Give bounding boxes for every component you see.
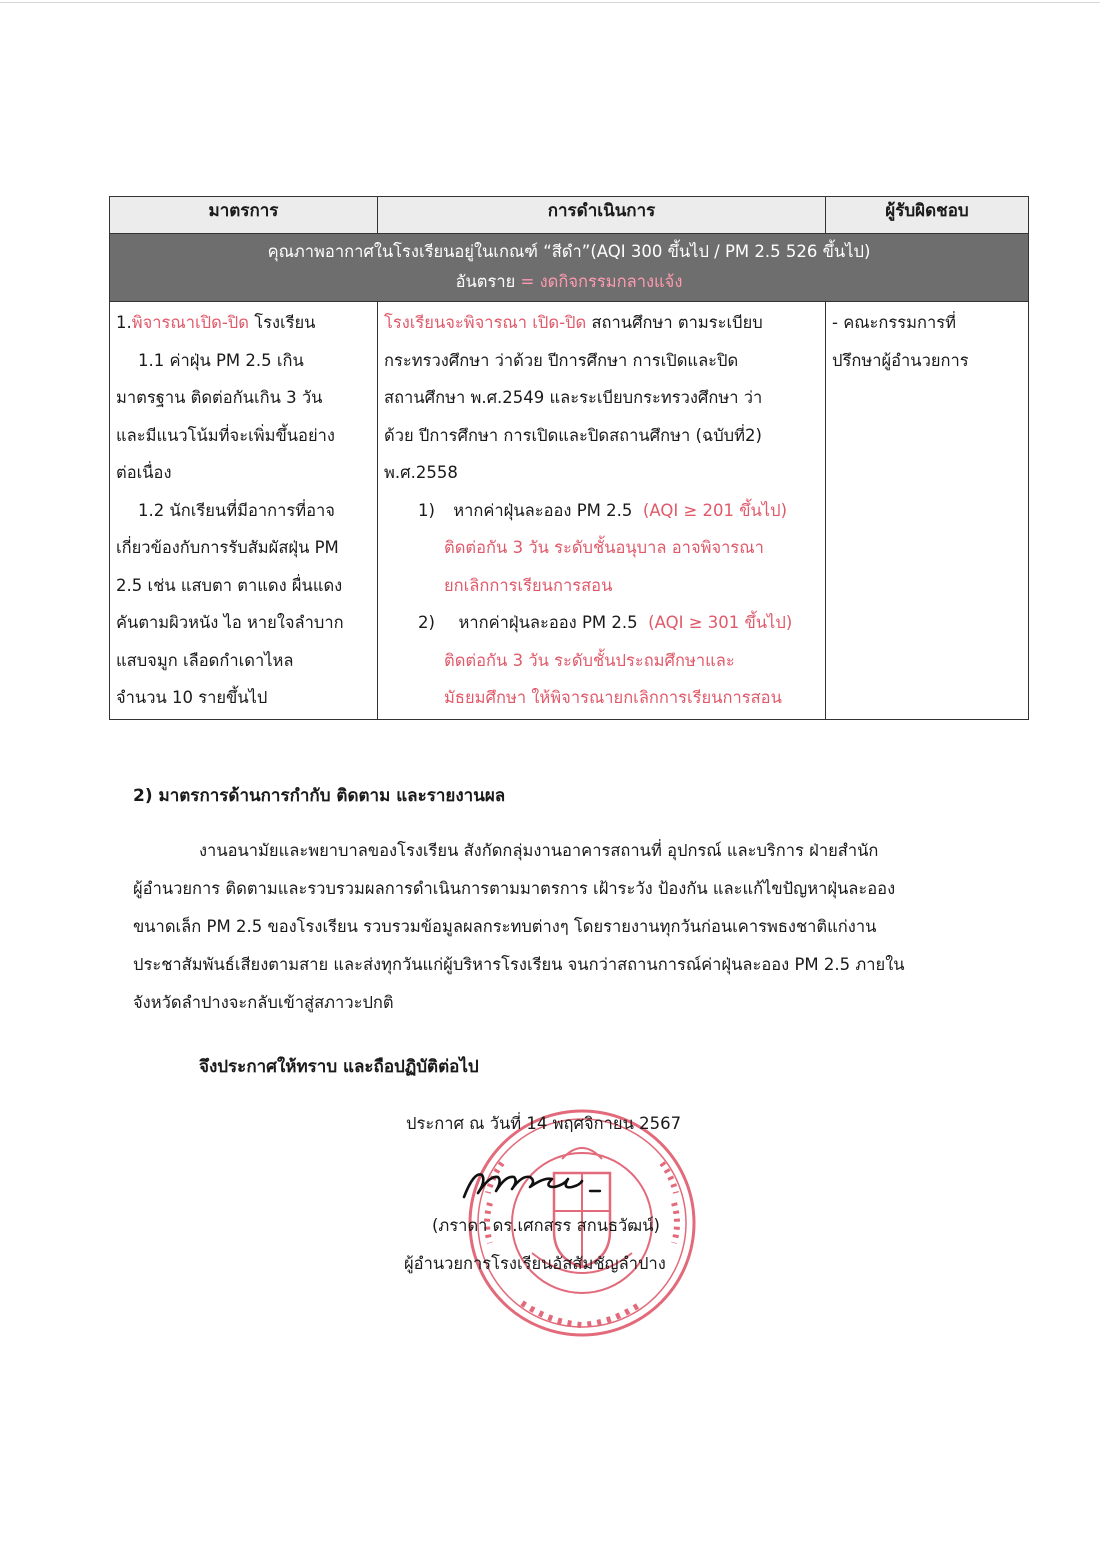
action-item-cont: มัธยมศึกษา ให้พิจารณายกเลิกการเรียนการสอน	[444, 688, 782, 707]
action-line: สถานศึกษา พ.ศ.2549 และระเบียบกระทรวงศึกษา ว่า	[384, 388, 763, 407]
measure-title	[116, 304, 373, 342]
action-item-cont: ติดต่อกัน 3 วัน ระดับชั้นอนุบาล อาจพิจารณา	[444, 538, 764, 557]
measure-line: ต่อเนื่อง	[116, 463, 172, 482]
table-header-row	[110, 197, 1029, 234]
action-item-highlight: (AQI ≥ 201 ขึ้นไป)	[642, 500, 788, 520]
action-item-cont: ยกเลิกการเรียนการสอน	[444, 575, 613, 595]
air-quality-banner	[110, 234, 1029, 302]
measure-line: และมีแนวโน้มที่จะเพิ่มขึ้นอย่าง	[116, 425, 335, 445]
announcement-date: ประกาศ ณ วันที่ 14 พฤศจิกายน 2567	[406, 1114, 682, 1133]
action-item-number: 2)	[418, 613, 435, 632]
paragraph-line: ประชาสัมพันธ์เสียงตามสาย และส่งทุกวันแก่ผู้บริหารโรงเรียน จนกว่าสถานการณ์ค่าฝุ่นละออง PM 2.5 ภายใน	[133, 955, 905, 974]
action-item-cont: ติดต่อกัน 3 วัน ระดับชั้นประถมศึกษาและ	[444, 650, 735, 670]
action-intro	[384, 304, 821, 342]
measure-line: 2.5 เช่น แสบตา ตาแดง ผื่นแดง	[116, 575, 343, 595]
action-intro-rest: สถานศึกษา ตามระเบียบ	[586, 313, 763, 332]
responsible-line: ปรึกษาผู้อำนวยการ	[832, 350, 969, 370]
air-quality-banner-row	[110, 234, 1029, 302]
action-item-number: 1)	[418, 500, 435, 520]
signature-block	[380, 1095, 720, 1345]
action-line: ด้วย ปีการศึกษา การเปิดและปิดสถานศึกษา (ฉบับที่2)	[384, 425, 762, 445]
table-row	[110, 302, 1029, 720]
header-measure: มาตรการ	[110, 197, 378, 234]
signatory-name: (ภราดา ดร.เศกสรร สกนธวัฒน์)	[432, 1216, 660, 1235]
paragraph-line: ผู้อำนวยการ ติดตามและรวบรวมผลการดำเนินการตามมาตรการ เฝ้าระวัง ป้องกัน และแก้ไขปัญหาฝุ่นละออง	[133, 879, 896, 898]
action-item-text: หากค่าฝุ่นละออง PM 2.5	[453, 500, 633, 520]
measure-cell	[110, 302, 378, 720]
responsible-line: - คณะกรรมการที่	[832, 313, 956, 332]
action-item	[384, 604, 821, 642]
measure-number: 1.	[116, 313, 132, 332]
closing-statement: จึงประกาศให้ทราบ และถือปฏิบัติต่อไป	[199, 1057, 479, 1077]
header-action: การดำเนินการ	[378, 197, 826, 234]
measure-line: 1.1 ค่าฝุ่น PM 2.5 เกิน	[138, 350, 304, 370]
measure-line: มาตรฐาน ติดต่อกันเกิน 3 วัน	[116, 388, 323, 407]
measure-line: เกี่ยวข้องกับการรับสัมผัสฝุ่น PM	[116, 538, 339, 557]
measure-line: 1.2 นักเรียนที่มีอาการที่อาจ	[138, 500, 335, 520]
section-2-title: 2) มาตรการด้านการกำกับ ติดตาม และรายงานผล	[133, 786, 506, 806]
action-line: พ.ศ.2558	[384, 463, 458, 482]
banner-line-2	[110, 267, 1028, 297]
paragraph-line: งานอนามัยและพยาบาลของโรงเรียน สังกัดกลุ่มงานอาคารสถานที่ อุปกรณ์ และบริการ ฝ่ายสำนัก	[199, 841, 879, 860]
header-responsible: ผู้รับผิดชอบ	[826, 197, 1029, 234]
measure-line: คันตามผิวหนัง ไอ หายใจลำบาก	[116, 613, 344, 632]
action-line: กระทรวงศึกษา ว่าด้วย ปีการศึกษา การเปิดและปิด	[384, 350, 739, 370]
paragraph-line: ขนาดเล็ก PM 2.5 ของโรงเรียน รวบรวมข้อมูลผลกระทบต่างๆ โดยรายงานทุกวันก่อนเคารพธงชาติแก่งาน	[133, 917, 877, 936]
signatory-position: ผู้อำนวยการโรงเรียนอัสสัมชัญลำปาง	[404, 1254, 666, 1273]
measure-line: แสบจมูก เลือดกำเดาไหล	[116, 650, 294, 670]
action-intro-highlight: โรงเรียนจะพิจารณา เปิด-ปิด	[384, 313, 587, 332]
paragraph-line: จังหวัดลำปางจะกลับเข้าสู่สภาวะปกติ	[133, 993, 394, 1012]
measure-line: จำนวน 10 รายขึ้นไป	[116, 688, 268, 707]
action-cell	[378, 302, 826, 720]
section-2-paragraph	[133, 832, 978, 1022]
action-item-text: หากค่าฝุ่นละออง PM 2.5	[458, 613, 638, 632]
action-item-highlight: (AQI ≥ 301 ขึ้นไป)	[648, 613, 793, 632]
action-item	[384, 492, 821, 530]
measure-title-highlight: พิจารณาเปิด-ปิด	[131, 313, 249, 332]
banner-outdoor-ban: = งดกิจกรรมกลางแจ้ง	[520, 272, 683, 291]
measures-table	[109, 196, 1029, 720]
measure-title-rest: โรงเรียน	[248, 313, 316, 332]
responsible-cell	[826, 302, 1029, 720]
banner-line-1: คุณภาพอากาศในโรงเรียนอยู่ในเกณฑ์ “สีดำ”(AQI 300 ขึ้นไป / PM 2.5 526 ขึ้นไป)	[267, 242, 871, 261]
scan-edge-line	[0, 2, 1100, 3]
handwritten-signature-icon	[458, 1161, 608, 1205]
banner-danger-label: อันตราย	[455, 272, 516, 291]
